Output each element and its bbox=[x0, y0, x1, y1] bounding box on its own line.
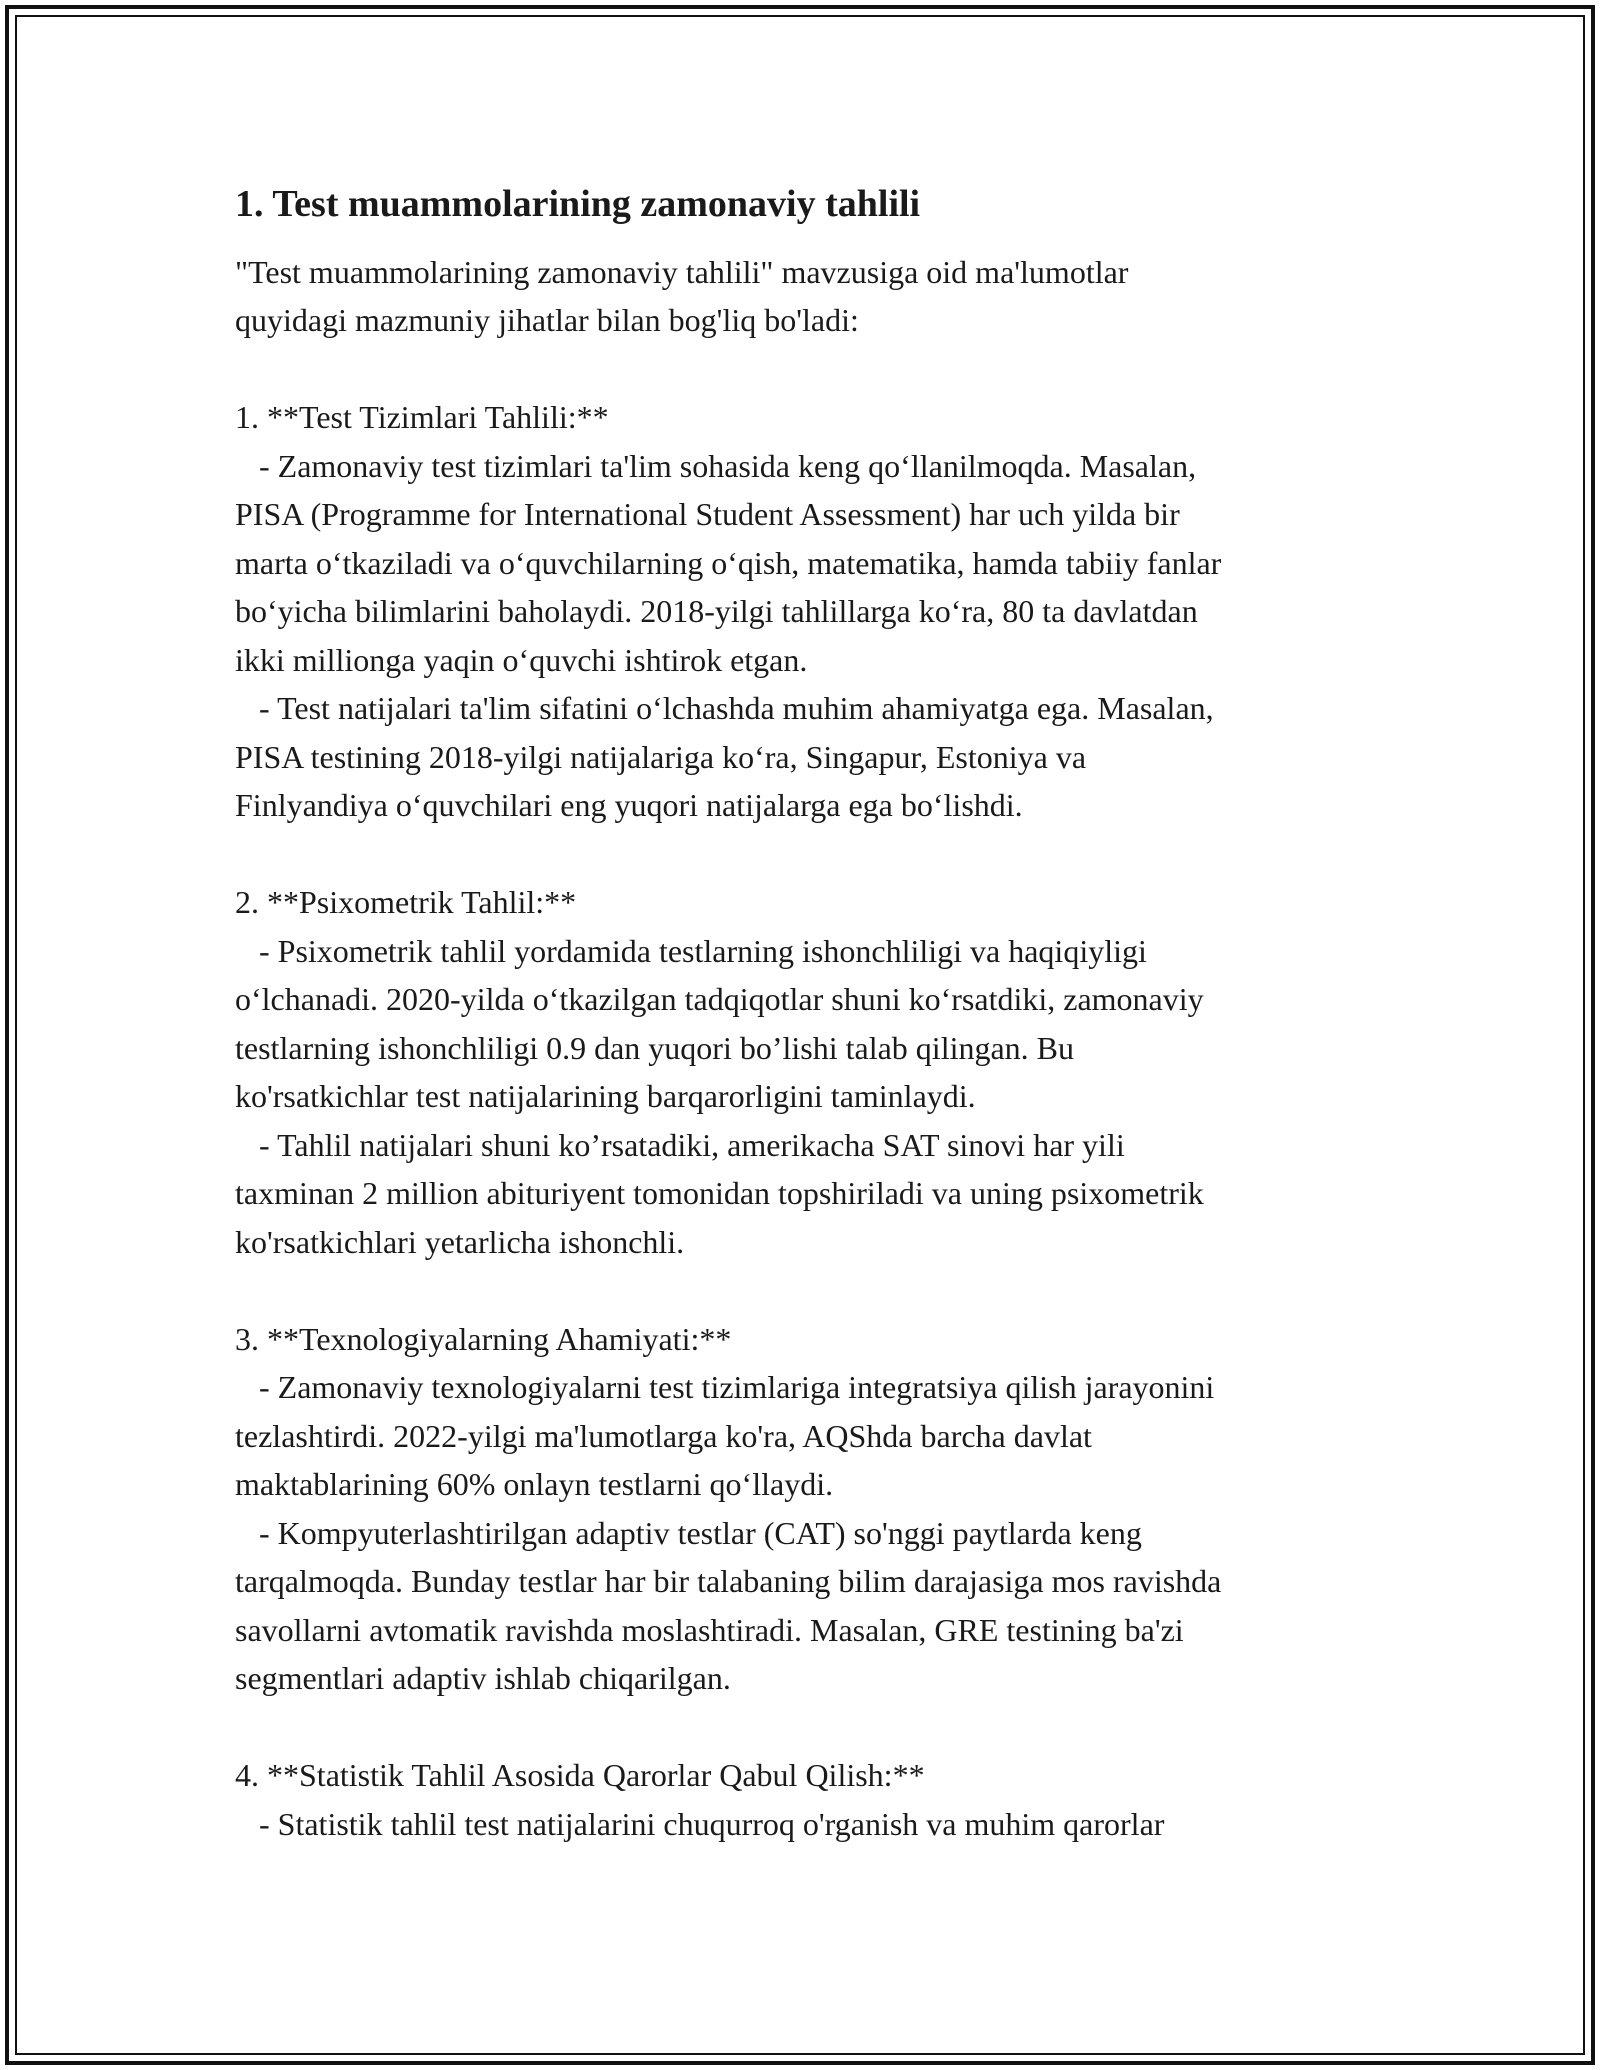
section-bullet: - Kompyuterlashtirilgan adaptiv testlar (CAT) so'nggi paytlarda keng tarqalmoqda. Bunday testlar har bir talabaning bilim darajasiga mos ravishda savollarni avtomatik ravishda moslashtiradi. Masalan, GRE testining ba'zi segmentlari adaptiv ishlab chiqarilgan. bbox=[235, 1514, 1222, 1697]
section-heading: 3. **Texnologiyalarning Ahamiyati:** bbox=[235, 1320, 732, 1357]
section-4 bbox=[235, 1751, 1395, 1848]
section-heading: 1. **Test Tizimlari Tahlili:** bbox=[235, 399, 609, 436]
section-3 bbox=[235, 1315, 1395, 1703]
section-bullet: - Tahlil natijalari shuni ko’rsatadiki, amerikacha SAT sinovi har yili taxminan 2 million abituriyent tomonidan topshiriladi va uning psixometrik ko'rsatkichlari yetarlicha ishonchli. bbox=[235, 1126, 1204, 1260]
section-1 bbox=[235, 393, 1395, 830]
section-heading: 4. **Statistik Tahlil Asosida Qarorlar Qabul Qilish:** bbox=[235, 1757, 925, 1794]
section-bullet: - Zamonaviy test tizimlari ta'lim sohasida keng qo‘llanilmoqda. Masalan, PISA (Programme for International Student Assessment) har uch yilda bir marta o‘tkaziladi va o‘quvchilarning o‘qish, matematika, hamda tabiiy fanlar bo‘yicha bilimlarini baholaydi. 2018-yilgi tahlillarga ko‘ra, 80 ta davlatdan ikki millionga yaqin o‘quvchi ishtirok etgan. bbox=[235, 447, 1222, 678]
section-bullet: - Test natijalari ta'lim sifatini o‘lchashda muhim ahamiyatga ega. Masalan, PISA testining 2018-yilgi natijalariga ko‘ra, Singapur, Estoniya va Finlyandiya o‘quvchilari eng yuqori natijalarga ega bo‘lishdi. bbox=[235, 690, 1214, 824]
intro-paragraph: "Test muammolarining zamonaviy tahlili" mavzusiga oid ma'lumotlar quyidagi mazmuniy jihatlar bilan bog'liq bo'ladi: bbox=[235, 253, 1129, 339]
document-title: 1. Test muammolarining zamonaviy tahlili bbox=[235, 183, 921, 225]
section-bullet: - Zamonaviy texnologiyalarni test tizimlariga integratsiya qilish jarayonini tezlashtirdi. 2022-yilgi ma'lumotlarga ko'ra, AQShda barcha davlat maktablarining 60% onlayn testlarni qo‘llaydi. bbox=[235, 1369, 1215, 1503]
document-body bbox=[235, 182, 1395, 1848]
section-heading: 2. **Psixometrik Tahlil:** bbox=[235, 884, 577, 921]
section-2 bbox=[235, 878, 1395, 1266]
section-bullet: - Statistik tahlil test natijalarini chuqurroq o'rganish va muhim qarorlar bbox=[235, 1805, 1165, 1842]
section-bullet: - Psixometrik tahlil yordamida testlarning ishonchliligi va haqiqiyligi o‘lchanadi. 2020-yilda o‘tkazilgan tadqiqotlar shuni ko‘rsatdiki, zamonaviy testlarning ishonchliligi 0.9 dan yuqori bo’lishi talab qilingan. Bu ko'rsatkichlar test natijalarining barqarorligini taminlaydi. bbox=[235, 932, 1204, 1115]
